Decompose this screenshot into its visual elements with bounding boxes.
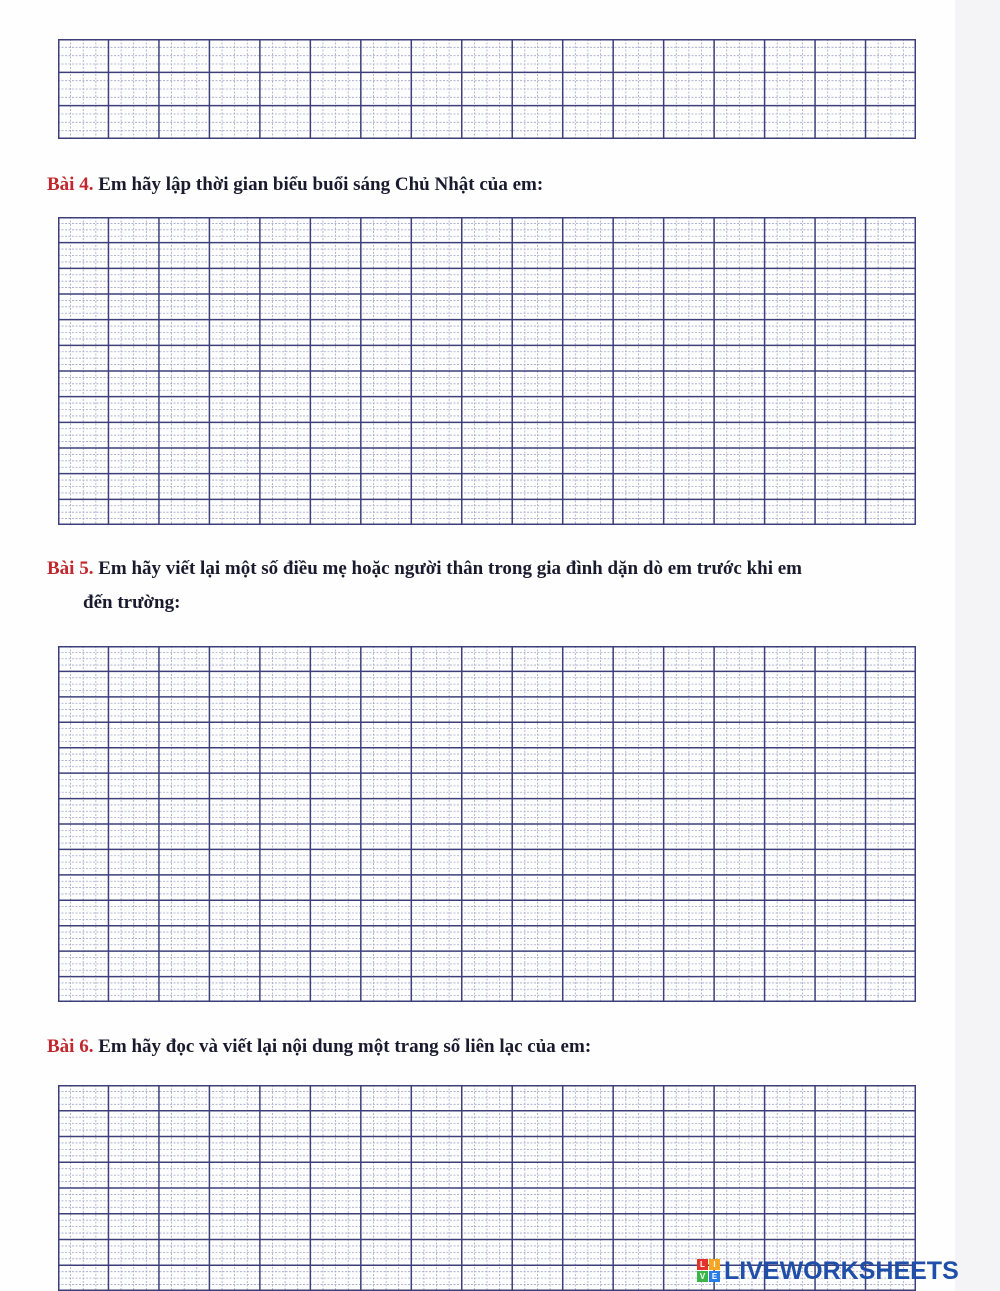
exercise-6-label: Bài 6. (47, 1036, 94, 1057)
grid-svg (58, 39, 916, 139)
liveworksheets-logo-icon: L I V E (697, 1259, 721, 1283)
exercise-4-text: Em hãy lập thời gian biểu buổi sáng Chủ Nhật của em: (98, 174, 544, 195)
writing-grid-top[interactable] (58, 39, 916, 139)
exercise-4-label: Bài 4. (47, 174, 94, 195)
exercise-5-label: Bài 5. (47, 558, 94, 579)
exercise-6 (47, 1030, 952, 1064)
grid-svg (58, 217, 916, 525)
liveworksheets-text: LIVEWORKSHEETS (724, 1256, 959, 1285)
grid-svg (58, 646, 916, 1002)
writing-grid-bai4[interactable] (58, 217, 916, 525)
exercise-4 (47, 168, 952, 202)
page-margin (955, 0, 1000, 1291)
liveworksheets-watermark (697, 1256, 997, 1286)
exercise-6-text: Em hãy đọc và viết lại nội dung một trang sổ liên lạc của em: (98, 1036, 592, 1057)
exercise-5 (47, 552, 952, 620)
exercise-5-text: Em hãy viết lại một số điều mẹ hoặc người thân trong gia đình dặn dò em trước khi em (98, 558, 802, 579)
writing-grid-bai5[interactable] (58, 646, 916, 1002)
exercise-5-text-continued: đến trường: (83, 592, 181, 613)
